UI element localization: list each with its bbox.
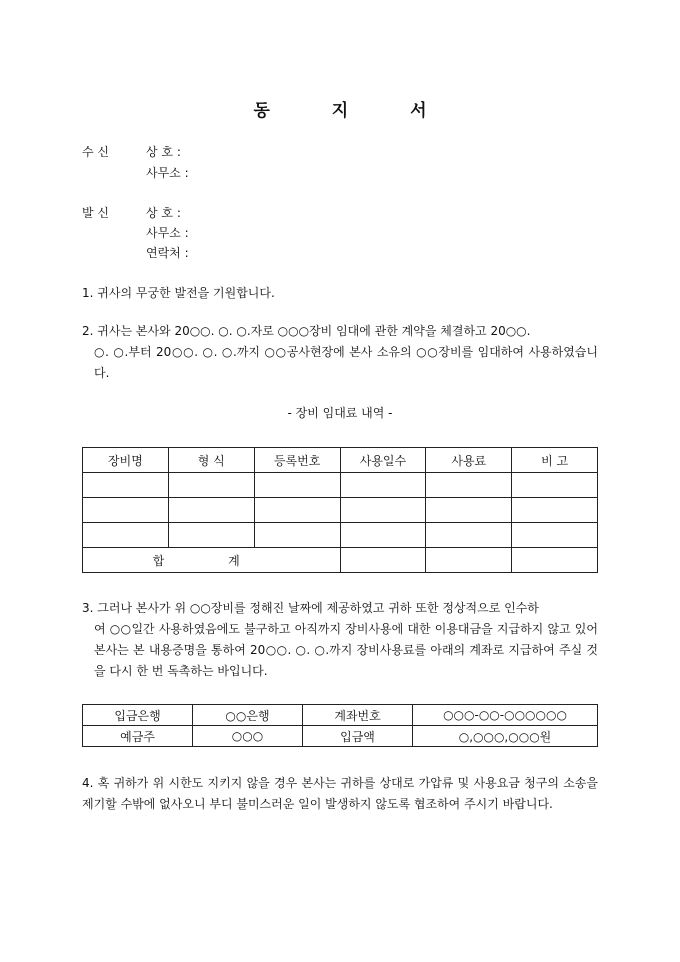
recipient-office: 사무소 : [146,166,189,180]
amount-value: ○,○○○,○○○원 [413,726,598,747]
account-value: ○○○-○○-○○○○○○ [413,705,598,726]
paragraph-3-line1: 3. 그러나 본사가 위 ○○장비를 정해진 날짜에 제공하였고 귀하 또한 정상적으로 인수하 [82,601,539,615]
total-row [83,548,598,573]
paragraph-3 [82,598,598,682]
holder-label: 예금주 [83,726,193,747]
table-row [83,473,598,498]
header-cell: 사용료 [426,448,512,473]
recipient-company: 상 호 : [146,145,181,159]
rental-table [82,447,598,573]
sender-label: 발 신 [82,206,109,220]
rental-heading: - 장비 임대료 내역 - [287,406,393,420]
bank-table [82,704,598,747]
bank-value: ○○은행 [193,705,303,726]
table-row [83,498,598,523]
amount-label: 입금액 [303,726,413,747]
table-header-row [83,448,598,473]
header-cell: 장비명 [83,448,169,473]
paragraph-3-rest: 여 ○○일간 사용하였음에도 불구하고 아직까지 장비사용에 대한 이용대금을 지급하지 않고 있어 본사는 본 내용증명을 통하여 20○○. ○. ○.까지 장비사용료를 아래의 계좌로 지급하여 주실 것을 다시 한 번 독촉하는 바입니다. [94,622,598,678]
paragraph-1: 1. 귀사의 무궁한 발전을 기원합니다. [82,286,275,300]
table-row [83,523,598,548]
paragraph-2 [82,321,598,384]
table-row [83,726,598,747]
sender-office: 사무소 : [146,226,189,240]
page-title: 동 지 서 [253,101,455,121]
holder-value: ○○○ [193,726,303,747]
paragraph-2-rest: ○. ○.부터 20○○. ○. ○.까지 ○○공사현장에 본사 소유의 ○○장비를 임대하여 사용하였습니다. [94,345,598,380]
header-cell: 비 고 [512,448,598,473]
header-cell: 사용일수 [340,448,426,473]
sender-contact: 연락처 : [146,246,189,260]
total-label: 합 계 [83,548,341,573]
bank-label: 입금은행 [83,705,193,726]
header-cell: 등록번호 [254,448,340,473]
recipient-label: 수 신 [82,145,109,159]
paragraph-4: 4. 혹 귀하가 위 시한도 지키지 않을 경우 본사는 귀하를 상대로 가압류 및 사용요금 청구의 소송을 제기할 수밖에 없사오니 부디 불미스러운 일이 발생하지 않도록 협조하여 주시기 바랍니다. [82,776,598,811]
header-cell: 형 식 [168,448,254,473]
paragraph-2-line1: 2. 귀사는 본사와 20○○. ○. ○.자로 ○○○장비 임대에 관한 계약을 체결하고 20○○. [82,324,531,338]
table-row [83,705,598,726]
sender-company: 상 호 : [146,206,181,220]
account-label: 계좌번호 [303,705,413,726]
